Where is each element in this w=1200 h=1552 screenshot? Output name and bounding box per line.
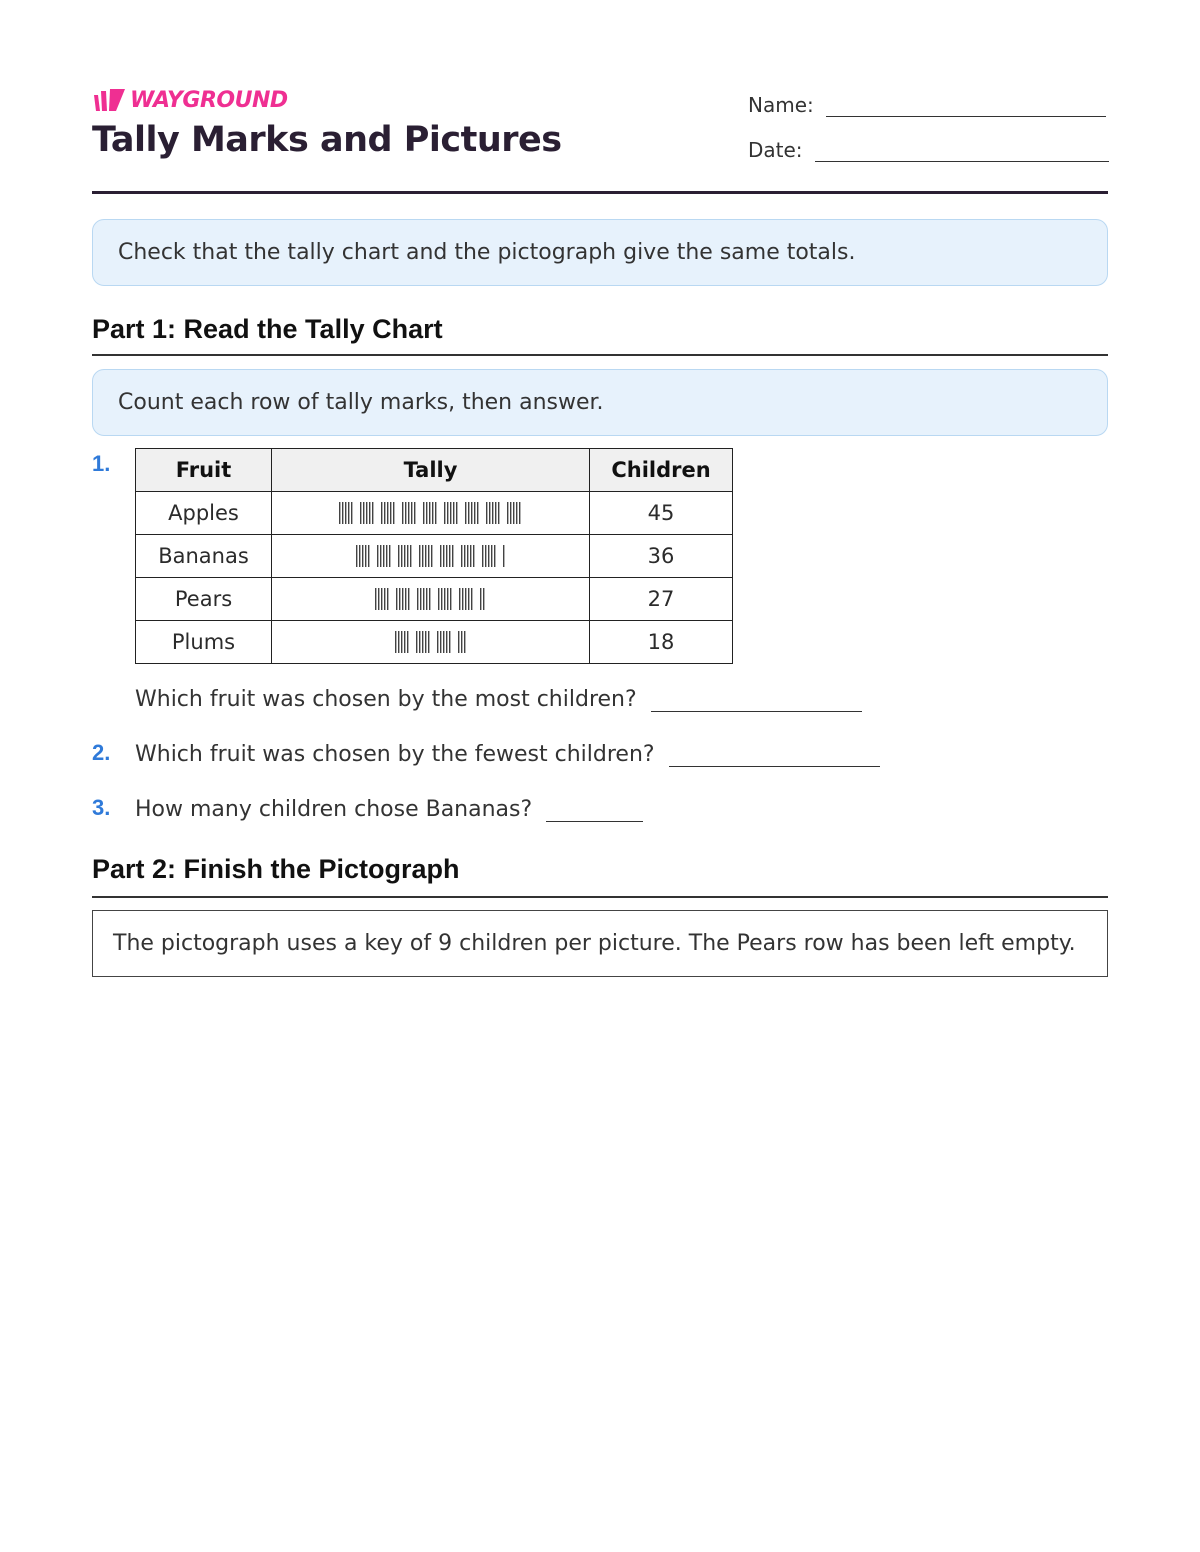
question-number-1: 1. [92, 451, 111, 476]
tally-cell [272, 492, 590, 535]
pictograph-note [92, 910, 1108, 977]
question-1-text: Which fruit was chosen by the most children? [135, 687, 637, 712]
part2-title: Part 2: Finish the Pictograph [92, 854, 460, 884]
tally-table [135, 448, 733, 664]
instruction-text-top: Check that the tally chart and the pictograph give the same totals. [118, 240, 856, 265]
instruction-box-part1 [92, 369, 1108, 436]
instruction-box-top [92, 219, 1108, 286]
date-field [748, 134, 1109, 162]
worksheet-page [92, 0, 1108, 1552]
part1-title: Part 1: Read the Tally Chart [92, 314, 443, 344]
instruction-text-part1: Count each row of tally marks, then answer. [118, 390, 604, 415]
brand-logo [92, 86, 288, 114]
header-tally: Tally [272, 449, 590, 492]
question-number-3: 3. [92, 795, 111, 820]
fruit-cell: Bananas [136, 535, 272, 578]
table-row [136, 492, 733, 535]
answer-blank-1[interactable] [651, 683, 862, 712]
answer-blank-3[interactable] [546, 793, 643, 822]
brand-name: WAYGROUND [130, 87, 288, 113]
question-2-text: Which fruit was chosen by the fewest children? [135, 742, 655, 767]
tally-marks [339, 502, 522, 524]
wayground-logo-icon [92, 87, 126, 113]
tally-marks [395, 631, 467, 653]
count-cell: 18 [590, 621, 733, 664]
question-3 [135, 793, 643, 822]
fruit-cell: Pears [136, 578, 272, 621]
name-label: Name: [748, 93, 814, 117]
table-row [136, 621, 733, 664]
count-cell: 27 [590, 578, 733, 621]
name-blank[interactable] [826, 90, 1106, 117]
header-children: Children [590, 449, 733, 492]
fruit-cell: Apples [136, 492, 272, 535]
tally-marks [375, 588, 486, 610]
table-row [136, 535, 733, 578]
tally-cell [272, 578, 590, 621]
question-1 [135, 683, 862, 712]
answer-blank-2[interactable] [669, 738, 880, 767]
part1-divider [92, 354, 1108, 356]
question-number-2: 2. [92, 740, 111, 765]
count-cell: 36 [590, 535, 733, 578]
count-cell: 45 [590, 492, 733, 535]
table-row [136, 578, 733, 621]
header-fruit: Fruit [136, 449, 272, 492]
part2-divider [92, 896, 1108, 898]
tally-cell [272, 621, 590, 664]
page-title: Tally Marks and Pictures [92, 120, 562, 160]
date-label: Date: [748, 138, 803, 162]
table-header-row [136, 449, 733, 492]
tally-marks [356, 545, 506, 567]
tally-cell [272, 535, 590, 578]
header-divider [92, 191, 1108, 194]
pictograph-note-text: The pictograph uses a key of 9 children per picture. The Pears row has been left empty. [113, 931, 1076, 956]
question-2 [135, 738, 880, 767]
question-3-text: How many children chose Bananas? [135, 797, 533, 822]
name-field [748, 90, 1106, 117]
fruit-cell: Plums [136, 621, 272, 664]
date-blank[interactable] [815, 134, 1109, 162]
